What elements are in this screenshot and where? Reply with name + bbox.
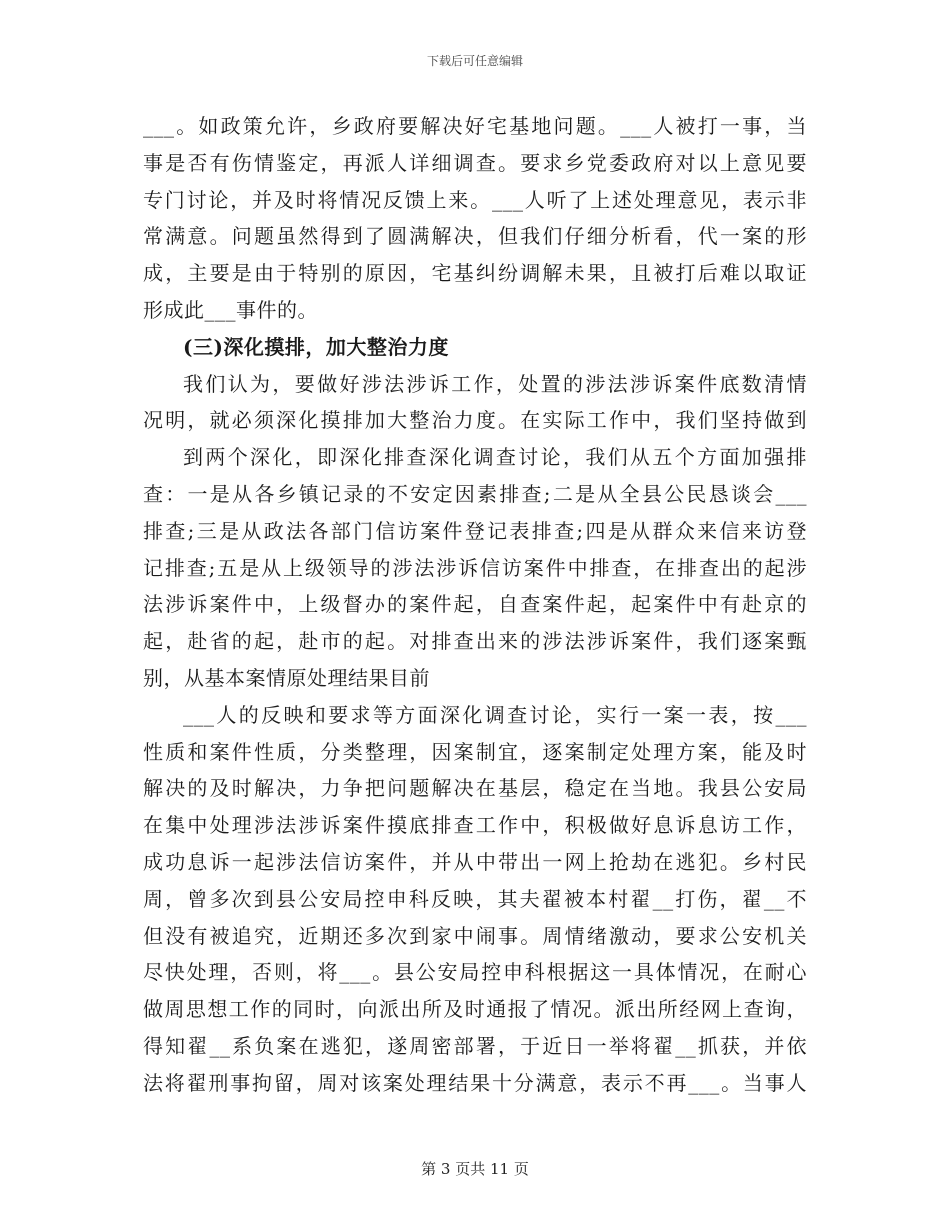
text-line: 形成此___事件的。 [143,297,318,322]
text-line: 周，曾多次到县公安局控申科反映，其夫翟被本村翟__打伤，翟__不 [143,886,807,911]
text-line: ___。如政策允许，乡政府要解决好宅基地问题。___人被打一事，当 [143,114,807,138]
text-line: 做周思想工作的同时，向派出所及时通报了情况。派出所经网上查询， [143,997,807,1022]
text-line: 法将翟刑事拘留，周对该案处理结果十分满意，表示不再___。当事人 [143,1070,807,1095]
text-line: 法涉诉案件中，上级督办的案件起，自查案件起，起案件中有赴京的 [143,592,807,617]
text-line: 记排查;五是从上级领导的涉法涉诉信访案件中排查，在排查出的起涉 [143,555,807,580]
text-line: 在集中处理涉法涉诉案件摸底排查工作中，积极做好息诉息访工作， [143,813,807,838]
text-line: 常满意。问题虽然得到了圆满解决，但我们仔细分析看，代一案的形 [143,224,807,249]
text-line: 查：一是从各乡镇记录的不安定因素排查;二是从全县公民恳谈会___ [143,481,807,506]
text-line: 事是否有伤情鉴定，再派人详细调查。要求乡党委政府对以上意见要 [143,150,807,175]
text-line: 尽快处理，否则，将___。县公安局控申科根据这一具体情况，在耐心 [143,960,807,985]
text-line: 况明，就必须深化摸排加大整治力度。在实际工作中，我们坚持做到 [143,408,807,433]
text-line: 但没有被追究，近期还多次到家中闹事。周情绪激动，要求公安机关 [143,923,807,948]
text-line: 得知翟__系负案在逃犯，遂周密部署，于近日一举将翟__抓获，并依 [143,1033,807,1058]
text-line: 专门讨论，并及时将情况反馈上来。___人听了上述处理意见，表示非 [143,187,807,212]
text-line: 我们认为，要做好涉法涉诉工作，处置的涉法涉诉案件底数清情 [183,371,807,396]
text-line: 成，主要是由于特别的原因，宅基纠纷调解未果，且被打后难以取证 [143,261,807,286]
text-line: 到两个深化，即深化排查深化调查讨论，我们从五个方面加强排 [183,445,807,470]
page-footer: 第 3 页共 11 页 [421,1160,529,1178]
text-line: 成功息诉一起涉法信访案件，并从中带出一网上抢劫在逃犯。乡村民 [143,849,807,874]
text-line: ___人的反映和要求等方面深化调查讨论，实行一案一表，按___ [183,702,807,727]
document-body [143,108,807,1102]
page-header: 下载后可任意编辑 [426,54,523,68]
text-line: 起，赴省的起，赴市的起。对排查出来的涉法涉诉案件，我们逐案甄 [143,629,807,654]
text-line: 别，从基本案情原处理结果目前 [143,665,430,690]
text-line: 排查;三是从政法各部门信访案件登记表排查;四是从群众来信来访登 [143,518,807,543]
text-line: 解决的及时解决，力争把问题解决在基层，稳定在当地。我县公安局 [143,776,807,801]
section-heading: (三)深化摸排，加大整治力度 [183,334,449,359]
text-line: 性质和案件性质，分类整理，因案制宜，逐案制定处理方案，能及时 [143,739,807,764]
